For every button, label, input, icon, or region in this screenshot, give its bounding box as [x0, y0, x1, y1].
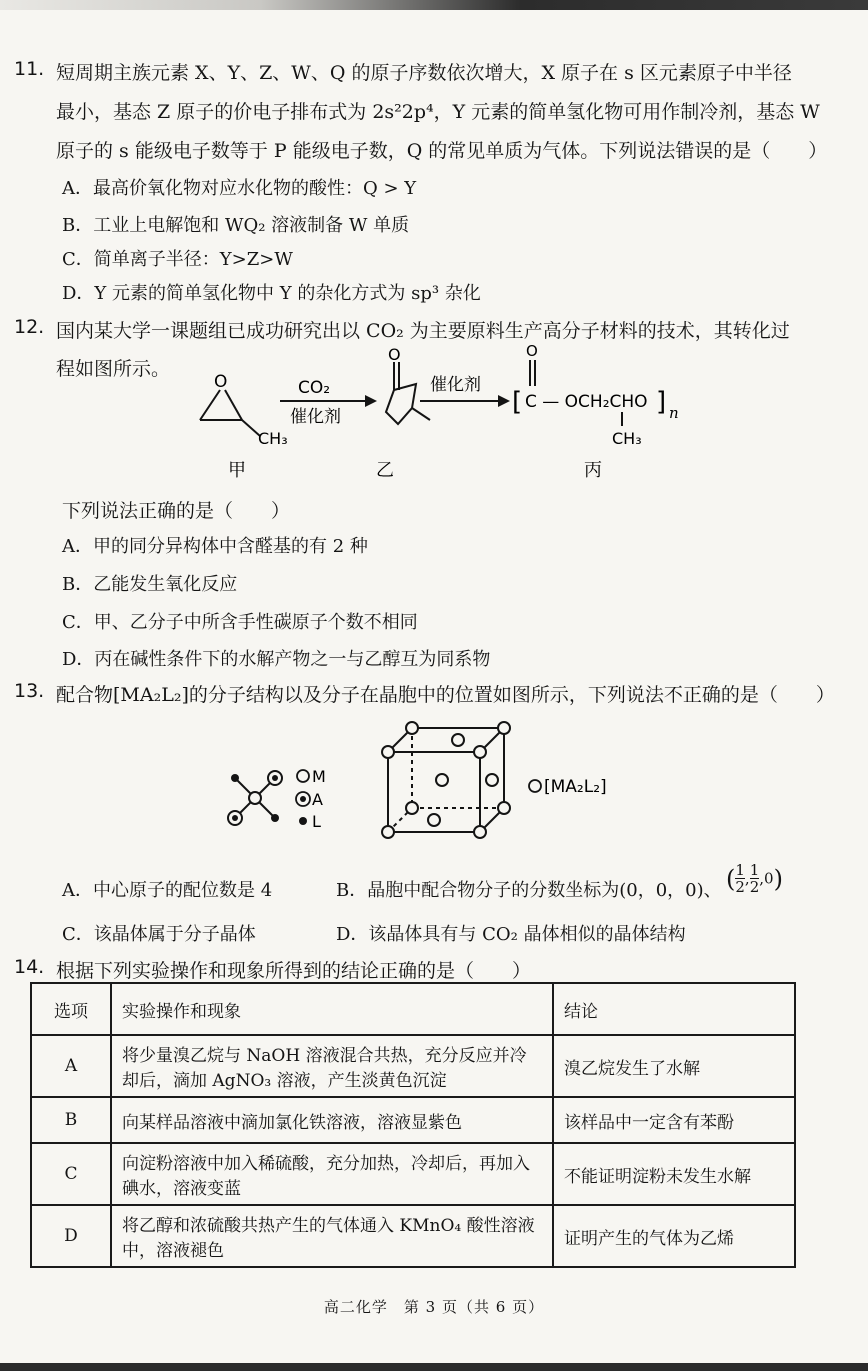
experiment-table [30, 982, 796, 1268]
frac1-den: 2 [735, 878, 745, 896]
row-a-operation: 将少量溴乙烷与 NaOH 溶液混合共热，充分反应并冷却后，滴加 AgNO₃ 溶液，产生淡黄色沉淀 [111, 1035, 553, 1097]
cell-legend-label: [MA₂L₂] [544, 777, 607, 797]
q12-reaction-diagram [180, 340, 680, 490]
legend-l-label: L [312, 812, 321, 831]
l-atom-1 [231, 774, 239, 782]
header-option: 选项 [31, 983, 111, 1035]
q14-number: 14. [14, 956, 45, 978]
q11-number: 11. [14, 58, 45, 80]
q12-option-b: B．乙能发生氧化反应 [62, 574, 238, 595]
q11-option-a: A．最高价氧化物对应水化物的酸性：Q > Y [62, 178, 417, 199]
row-d-conclusion: 证明产生的气体为乙烯 [553, 1205, 795, 1267]
row-d-option: D [31, 1205, 111, 1267]
legend-a-label: A [312, 790, 323, 809]
top-scan-edge [0, 0, 868, 10]
header-conclusion: 结论 [553, 983, 795, 1035]
q11-option-b: B．工业上电解饱和 WQ₂ 溶液制备 W 单质 [62, 215, 410, 236]
label-yi: 乙 [376, 460, 394, 481]
table-row [31, 1035, 795, 1097]
row-c-option: C [31, 1143, 111, 1205]
l-atom-2 [271, 814, 279, 822]
table-row [31, 1143, 795, 1205]
q13-option-d: D．该晶体具有与 CO₂ 晶体相似的晶体结构 [336, 924, 686, 945]
q13-option-b: B．晶胞中配合物分子的分数坐标为(0，0，0)、 [336, 880, 722, 901]
label-bing: 丙 [584, 460, 602, 481]
row-b-conclusion: 该样品中一定含有苯酚 [553, 1097, 795, 1143]
catalyst-label-1: 催化剂 [290, 407, 341, 427]
row-b-operation: 向某样品溶液中滴加氯化铁溶液，溶液显紫色 [111, 1097, 553, 1143]
reagent-co2: CO₂ [298, 378, 331, 398]
frac2-num: 1 [749, 861, 760, 879]
q14-stem-line1: 根据下列实验操作和现象所得到的结论正确的是（ ） [56, 960, 532, 982]
row-d-operation: 将乙醇和浓硫酸共热产生的气体通入 KMnO₄ 酸性溶液中，溶液褪色 [111, 1205, 553, 1267]
row-a-conclusion: 溴乙烷发生了水解 [553, 1035, 795, 1097]
q13-option-a: A．中心原子的配位数是 4 [62, 880, 273, 901]
epoxide-structure-jia [200, 390, 260, 436]
q12-stem-line2: 程如图所示。 [56, 358, 171, 380]
label-jia: 甲 [228, 460, 246, 481]
cell-legend-icon [529, 780, 541, 792]
polymer-structure-bing [512, 342, 679, 448]
bing-carbonyl-o: O [526, 342, 538, 360]
q13-stem-line1: 配合物[MA₂L₂]的分子结构以及分子在晶胞中的位置如图所示，下列说法不正确的是（ ） [56, 684, 835, 706]
table-header-row [31, 983, 795, 1035]
catalyst-label-2: 催化剂 [430, 375, 481, 395]
q13-number: 13. [14, 680, 45, 702]
q12-number: 12. [14, 316, 45, 338]
row-a-option: A [31, 1035, 111, 1097]
yi-carbonyl-o: O [388, 345, 401, 364]
q11-option-c: C．简单离子半径：Y>Z>W [62, 249, 293, 270]
table-row [31, 1097, 795, 1143]
q12-stem-line1: 国内某大学一课题组已成功研究出以 CO₂ 为主要原料生产高分子材料的技术，其转化过 [56, 320, 790, 342]
svg-text:[: [ [512, 387, 523, 417]
q13-option-c: C．该晶体属于分子晶体 [62, 924, 256, 945]
legend-l-icon [299, 817, 307, 825]
arrow-2-head [498, 395, 510, 407]
q13-structure-diagram [210, 720, 630, 845]
legend-m-icon [297, 770, 309, 782]
q11-stem-line2: 最小，基态 Z 原子的价电子排布式为 2s²2p⁴，Y 元素的简单氢化物可用作制冷剂，基态 W [56, 101, 820, 123]
frac2-den: 2 [749, 878, 760, 896]
frac1-num: 1 [735, 861, 745, 879]
q12-option-d: D．丙在碱性条件下的水解产物之一与乙醇互为同系物 [62, 649, 491, 670]
row-c-conclusion: 不能证明淀粉未发生水解 [553, 1143, 795, 1205]
row-c-operation: 向淀粉溶液中加入稀硫酸，充分加热，冷却后，再加入碘水，溶液变蓝 [111, 1143, 553, 1205]
arrow-1-head [365, 395, 377, 407]
m-atom [249, 792, 261, 804]
q13-option-b-fraction: ( $\frac{1}{2}$ , $\frac{1}{2}$ ,0) [726, 861, 783, 896]
header-operation: 实验操作和现象 [111, 983, 553, 1035]
q11-stem-line1: 短周期主族元素 X、Y、Z、W、Q 的原子序数依次增大，X 原子在 s 区元素原子中半径 [56, 62, 792, 84]
frac-tail: 0 [764, 869, 774, 888]
legend-m-label: M [312, 767, 326, 786]
q11-stem-line3: 原子的 s 能级电子数等于 P 能级电子数，Q 的常见单质为气体。下列说法错误的是（ ） [56, 140, 828, 162]
polymer-n: n [669, 404, 679, 422]
cyclic-carbonate-structure-yi [386, 362, 430, 424]
epoxide-o-label: O [214, 372, 228, 392]
q12-option-a: A．甲的同分异构体中含醛基的有 2 种 [62, 536, 368, 557]
q11-option-d: D．Y 元素的简单氢化物中 Y 的杂化方式为 sp³ 杂化 [62, 283, 481, 304]
table-row [31, 1205, 795, 1267]
q12-prompt: 下列说法正确的是（ ） [62, 500, 291, 522]
jia-ch3-label: CH₃ [258, 429, 288, 448]
q12-option-c: C．甲、乙分子中所含手性碳原子个数不相同 [62, 612, 418, 633]
bing-chain-text: C — OCH₂CHO [525, 392, 648, 412]
bottom-scan-edge [0, 1363, 868, 1371]
bing-ch3-label: CH₃ [612, 429, 642, 448]
row-b-option: B [31, 1097, 111, 1143]
svg-text:]: ] [656, 387, 667, 417]
page-footer: 高二化学 第 3 页（共 6 页） [323, 1298, 545, 1316]
